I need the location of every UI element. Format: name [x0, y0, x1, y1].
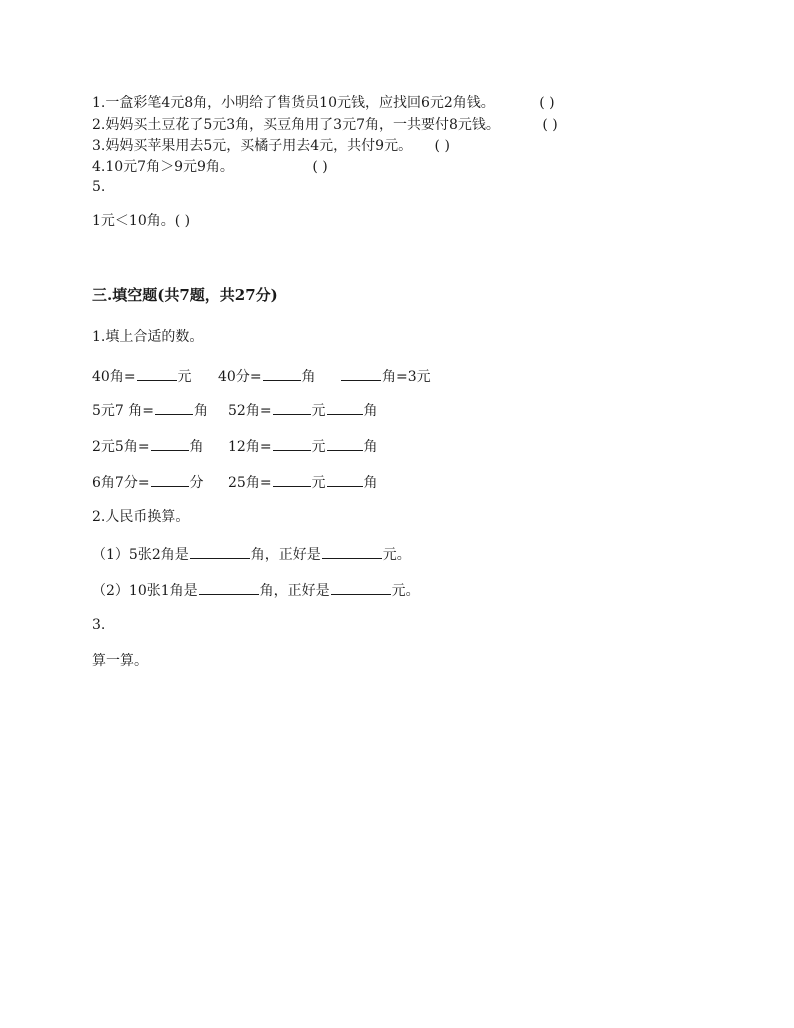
answer-blank[interactable]	[137, 366, 177, 381]
answer-blank[interactable]	[190, 544, 250, 559]
judgement-item-text: 5.	[92, 179, 106, 195]
fill-row-3-col-2: 12角= 元 角	[228, 436, 378, 456]
question-3-text: 算一算。	[92, 653, 148, 669]
answer-blank[interactable]	[273, 436, 311, 451]
question-1-label: 1.填上合适的数。	[92, 329, 204, 345]
answer-blank[interactable]	[273, 472, 311, 487]
judgement-item-5-text: 1元＜10角。( )	[92, 213, 191, 229]
answer-paren[interactable]: ( )	[312, 159, 328, 175]
fill-row-1-col-3: 角=3元	[340, 366, 431, 386]
fill-row-4-col-1: 6角7分= 分	[92, 472, 204, 492]
answer-blank[interactable]	[331, 580, 391, 595]
judgement-item-text: 4.10元7角＞9元9角。	[92, 159, 234, 175]
answer-paren[interactable]: ( )	[434, 138, 450, 154]
answer-blank[interactable]	[199, 580, 259, 595]
fill-row-3-col-1: 2元5角= 角	[92, 436, 204, 456]
question-2-sub-1: （1）5张2角是 角，正好是 元。	[92, 544, 411, 564]
judgement-item-text: 3.妈妈买苹果用去5元，买橘子用去4元，共付9元。	[92, 138, 413, 154]
section-heading: 三.填空题(共7题，共27分)	[92, 286, 278, 304]
answer-blank[interactable]	[273, 400, 311, 415]
answer-blank[interactable]	[327, 472, 363, 487]
question-2-label: 2.人民币换算。	[92, 509, 190, 525]
fill-row-4-col-2: 25角= 元 角	[228, 472, 378, 492]
judgement-item-5-number	[92, 178, 105, 196]
judgement-item-text: 2.妈妈买土豆花了5元3角，买豆角用了3元7角，一共要付8元钱。	[92, 117, 500, 133]
answer-blank[interactable]	[263, 366, 301, 381]
judgement-item-text: 1.一盒彩笔4元8角，小明给了售货员10元钱，应找回6元2角钱。	[92, 95, 495, 111]
fill-row-1-col-1: 40角= 元	[92, 366, 192, 386]
judgement-item-3	[92, 137, 450, 155]
fill-row-1-col-2: 40分= 角	[218, 366, 316, 386]
answer-paren[interactable]: ( )	[542, 117, 558, 133]
fill-row-2-col-2: 52角= 元 角	[228, 400, 378, 420]
fill-row-2-col-1: 5元7 角= 角	[92, 400, 208, 420]
answer-blank[interactable]	[327, 436, 363, 451]
judgement-item-1	[92, 94, 555, 112]
answer-blank[interactable]	[151, 436, 189, 451]
question-3-label: 3.	[92, 617, 106, 633]
judgement-item-4	[92, 158, 328, 176]
answer-blank[interactable]	[151, 472, 189, 487]
question-2-sub-2: （2）10张1角是 角，正好是 元。	[92, 580, 420, 600]
answer-paren[interactable]: ( )	[539, 95, 555, 111]
answer-blank[interactable]	[327, 400, 363, 415]
answer-blank[interactable]	[322, 544, 382, 559]
answer-blank[interactable]	[341, 366, 381, 381]
judgement-item-2	[92, 116, 558, 134]
answer-blank[interactable]	[155, 400, 193, 415]
